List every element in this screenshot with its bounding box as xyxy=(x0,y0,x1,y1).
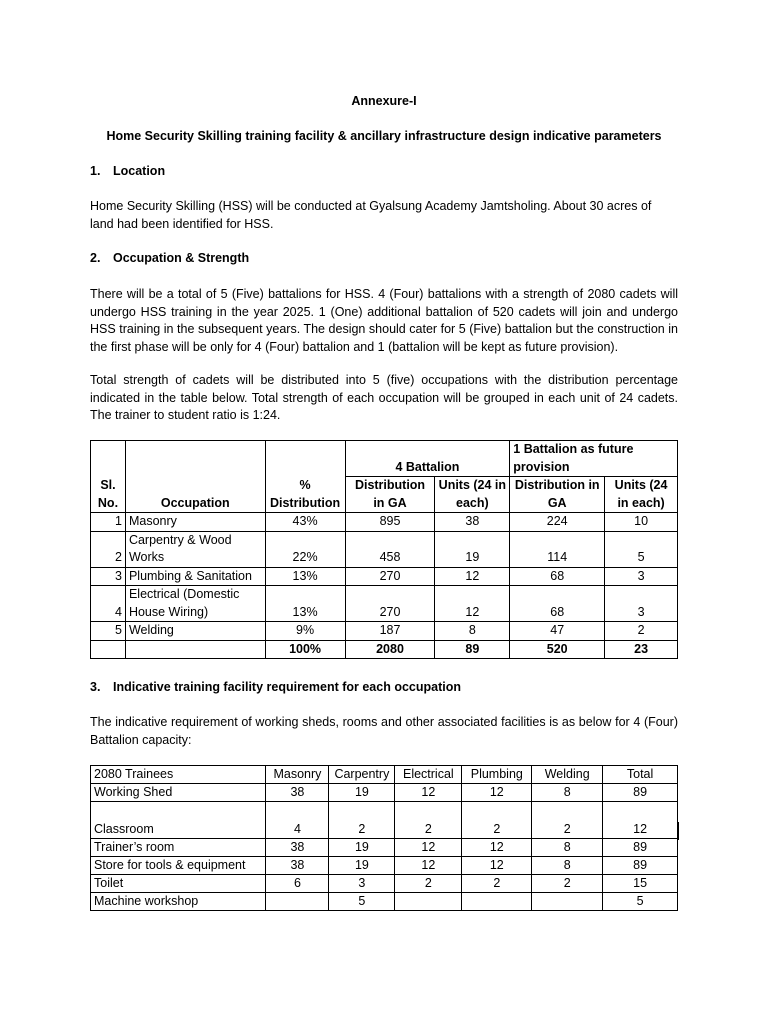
table-row: 4 Electrical (Domestic House Wiring) 13% 270 12 68 3 xyxy=(91,586,678,622)
header-distribution-ga-future: Distribution in GA xyxy=(510,477,605,513)
header-distribution-percent: % Distribution xyxy=(265,477,345,513)
table-row: 3 Plumbing & Sanitation 13% 270 12 68 3 xyxy=(91,567,678,586)
facility-paragraph: The indicative requirement of working sheds, rooms and other associated facilities is as below for 4 (Four) Battalion capacity: xyxy=(90,715,678,747)
table-row: Store for tools & equipment 38 19 12 12 8 89 xyxy=(91,857,678,875)
header-trainees: 2080 Trainees xyxy=(91,766,266,784)
header-4-battalion: 4 Battalion xyxy=(345,441,510,477)
table-row: Classroom 4 2 2 2 2 12 xyxy=(91,802,678,839)
table-row: 5 Welding 9% 187 8 47 2 xyxy=(91,622,678,641)
table-row: 1 Masonry 43% 895 38 224 10 xyxy=(91,513,678,532)
occupation-strength-table xyxy=(90,440,678,659)
table-row: 2 Carpentry & Wood Works 22% 458 19 114 5 xyxy=(91,531,678,567)
table-row: Toilet 6 3 2 2 2 15 xyxy=(91,875,678,893)
header-sl-no: Sl. No. xyxy=(91,441,126,513)
section-heading-location: 1. Location xyxy=(90,164,166,178)
occupation-paragraph-1: There will be a total of 5 (Five) battalions for HSS. 4 (Four) battalions with a strength of 2080 cadets will undergo HSS training in the year 2025. 1 (One) additional battalion of 520 cadets will join and undergo HSS training in the subsequent years. The design should cater for 5 (Five) battalion but the construction in the first phase will be only for 4 (Four) battalion and 1 (battalion will be kept as future provision). xyxy=(90,287,678,354)
header-1-battalion: 1 Battalion as future provision xyxy=(510,441,678,477)
table-row: Machine workshop 5 5 xyxy=(91,893,678,911)
table-total-row: 100% 2080 89 520 23 xyxy=(91,640,678,659)
header-occupation: Occupation xyxy=(125,441,265,513)
table-header-row xyxy=(91,441,678,477)
text-cursor xyxy=(677,822,679,840)
document-title: Annexure-I xyxy=(351,94,417,108)
location-paragraph: Home Security Skilling (HSS) will be conducted at Gyalsung Academy Jamtsholing. About 30 acres of land had been identified for HSS. xyxy=(90,199,652,231)
table-row: Working Shed 38 19 12 12 8 89 xyxy=(91,784,678,802)
facility-requirement-table xyxy=(90,765,678,911)
header-distribution-ga: Distribution in GA xyxy=(345,477,435,513)
table-row: Trainer’s room 38 19 12 12 8 89 xyxy=(91,839,678,857)
section-heading-facility: 3. Indicative training facility requirement for each occupation xyxy=(90,680,461,694)
section-heading-occupation: 2. Occupation & Strength xyxy=(90,251,250,265)
occupation-paragraph-2: Total strength of cadets will be distributed into 5 (five) occupations with the distribution percentage indicated in the table below. Total strength of each occupation will be grouped in each unit of 24 cadets. The trainer to student ratio is 1:24. xyxy=(90,373,678,422)
header-units-future: Units (24 in each) xyxy=(605,477,678,513)
document-subtitle: Home Security Skilling training facility & ancillary infrastructure design indicative parameters xyxy=(106,129,662,143)
table-header-row: 2080 Trainees Masonry Carpentry Electrical Plumbing Welding Total xyxy=(91,766,678,784)
header-units: Units (24 in each) xyxy=(435,477,510,513)
